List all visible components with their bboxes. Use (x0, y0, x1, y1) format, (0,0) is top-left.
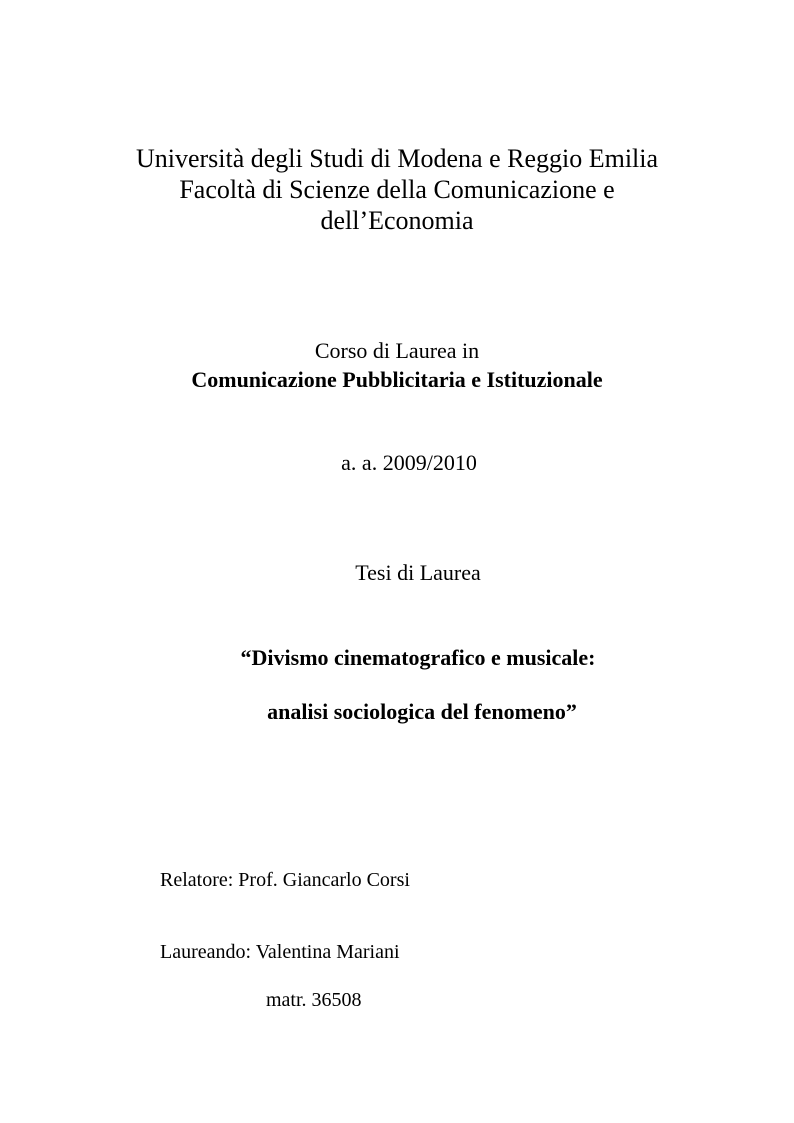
academic-year: a. a. 2009/2010 (341, 450, 477, 475)
faculty-name: Facoltà di Scienze della Comunicazione e (179, 175, 615, 204)
course-name: Comunicazione Pubblicitaria e Istituzionale (191, 367, 603, 392)
candidate: Laureando: Valentina Mariani (160, 941, 400, 963)
thesis-label: Tesi di Laurea (355, 560, 481, 585)
matriculation-number: matr. 36508 (266, 989, 362, 1011)
university-name: Università degli Studi di Modena e Reggio Emilia (135, 144, 659, 173)
course-intro: Corso di Laurea in (314, 338, 480, 363)
thesis-title-line-2: analisi sociologica del fenomeno” (267, 699, 577, 724)
thesis-title-line-1: “Divismo cinematografico e musicale: (240, 645, 596, 670)
supervisor: Relatore: Prof. Giancarlo Corsi (160, 869, 410, 891)
faculty-name-continued: dell’Economia (320, 206, 474, 235)
